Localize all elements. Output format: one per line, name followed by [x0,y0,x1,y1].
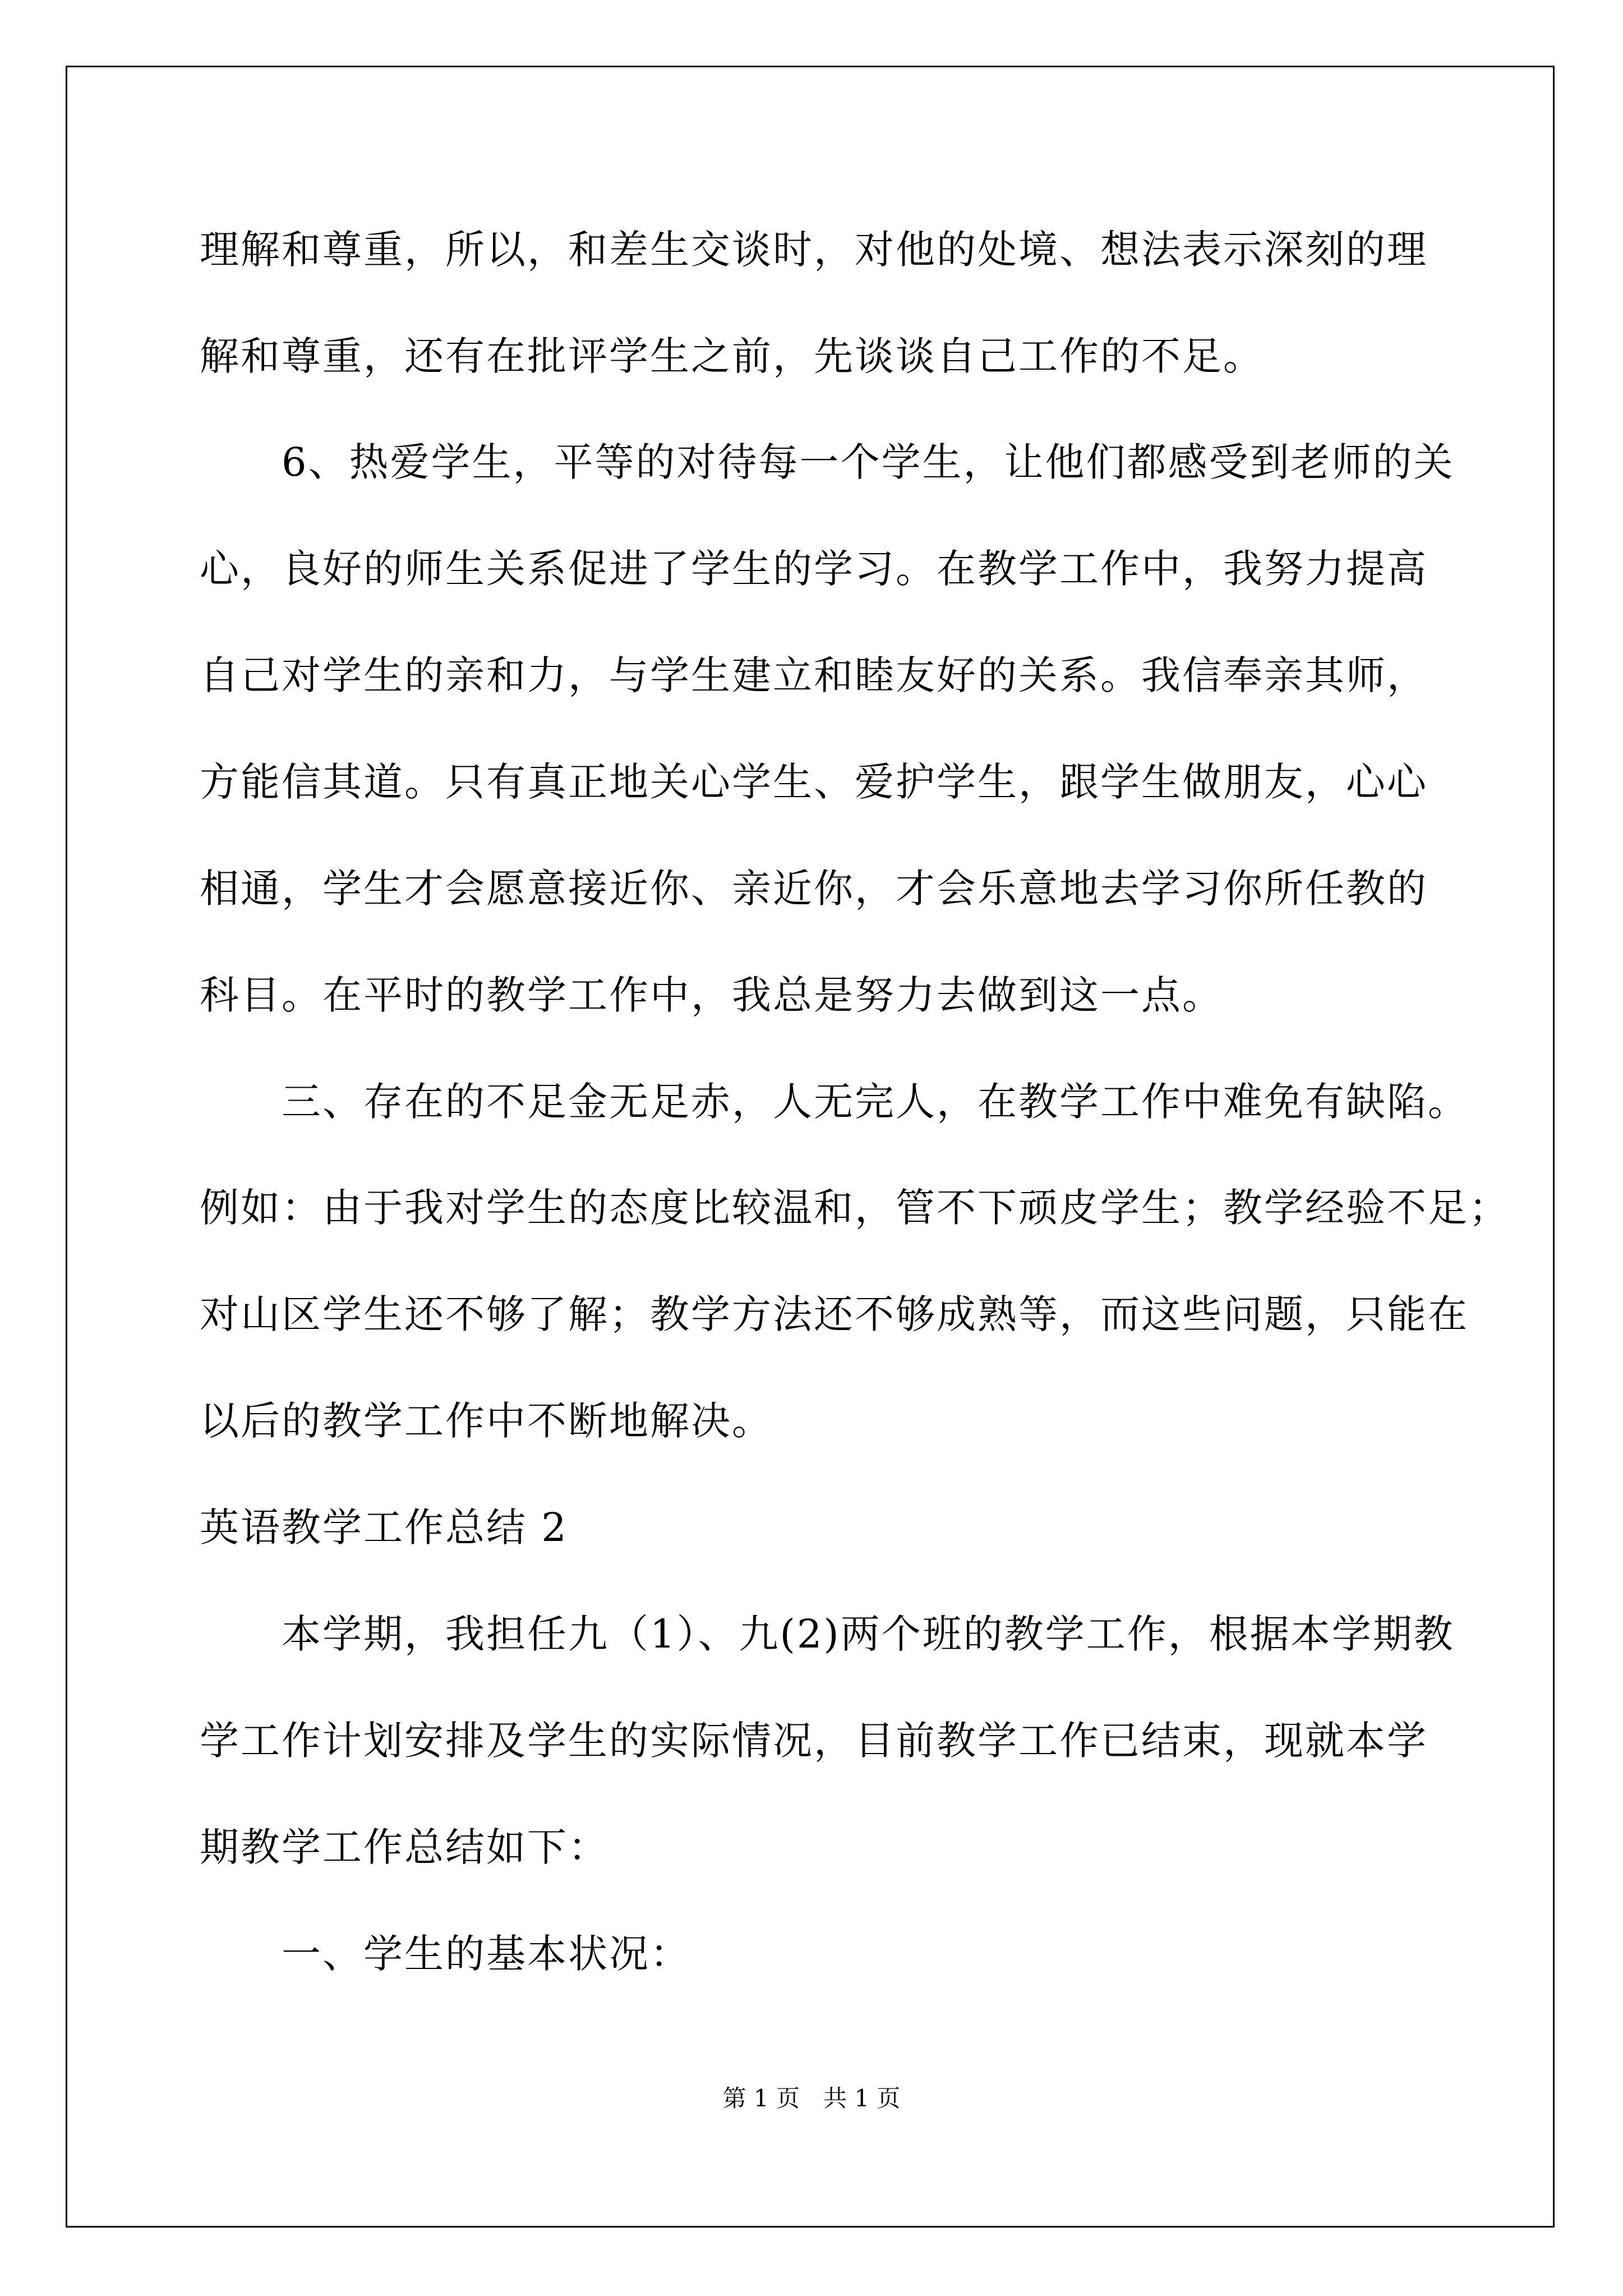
body-line: 6、热爱学生，平等的对待每一个学生，让他们都感受到老师的关 [200,439,1455,485]
body-line: 一、学生的基本状况： [200,1931,691,1977]
page-number-footer: 第 1 页 共 1 页 [722,2085,901,2112]
body-line: 本学期，我担任九（1）、九(2)两个班的教学工作，根据本学期教 [200,1611,1455,1657]
body-line: 自己对学生的亲和力，与学生建立和睦友好的关系。我信奉亲其师， [200,652,1428,698]
body-line: 科目。在平时的教学工作中，我总是努力去做到这一点。 [200,972,1223,1018]
section-heading: 英语教学工作总结 2 [200,1504,568,1550]
body-line: 解和尊重，还有在批评学生之前，先谈谈自己工作的不足。 [200,333,1264,379]
body-line: 三、存在的不足金无足赤，人无完人，在教学工作中难免有缺陷。 [200,1079,1469,1125]
body-line: 对山区学生还不够了解；教学方法还不够成熟等，而这些问题，只能在 [200,1291,1469,1337]
body-line: 以后的教学工作中不断地解决。 [200,1398,773,1444]
body-line: 相通，学生才会愿意接近你、亲近你，才会乐意地去学习你所任教的 [200,866,1428,912]
body-line: 方能信其道。只有真正地关心学生、爱护学生，跟学生做朋友，心心 [200,759,1428,805]
page-border [66,66,1555,2228]
body-line: 理解和尊重，所以，和差生交谈时，对他的处境、想法表示深刻的理 [200,227,1428,273]
body-line: 心，良好的师生关系促进了学生的学习。在教学工作中，我努力提高 [200,546,1428,592]
body-line: 期教学工作总结如下： [200,1824,609,1870]
body-line: 学工作计划安排及学生的实际情况，目前教学工作已结束，现就本学 [200,1718,1428,1764]
body-line: 例如：由于我对学生的态度比较温和，管不下顽皮学生；教学经验不足； [200,1185,1510,1231]
